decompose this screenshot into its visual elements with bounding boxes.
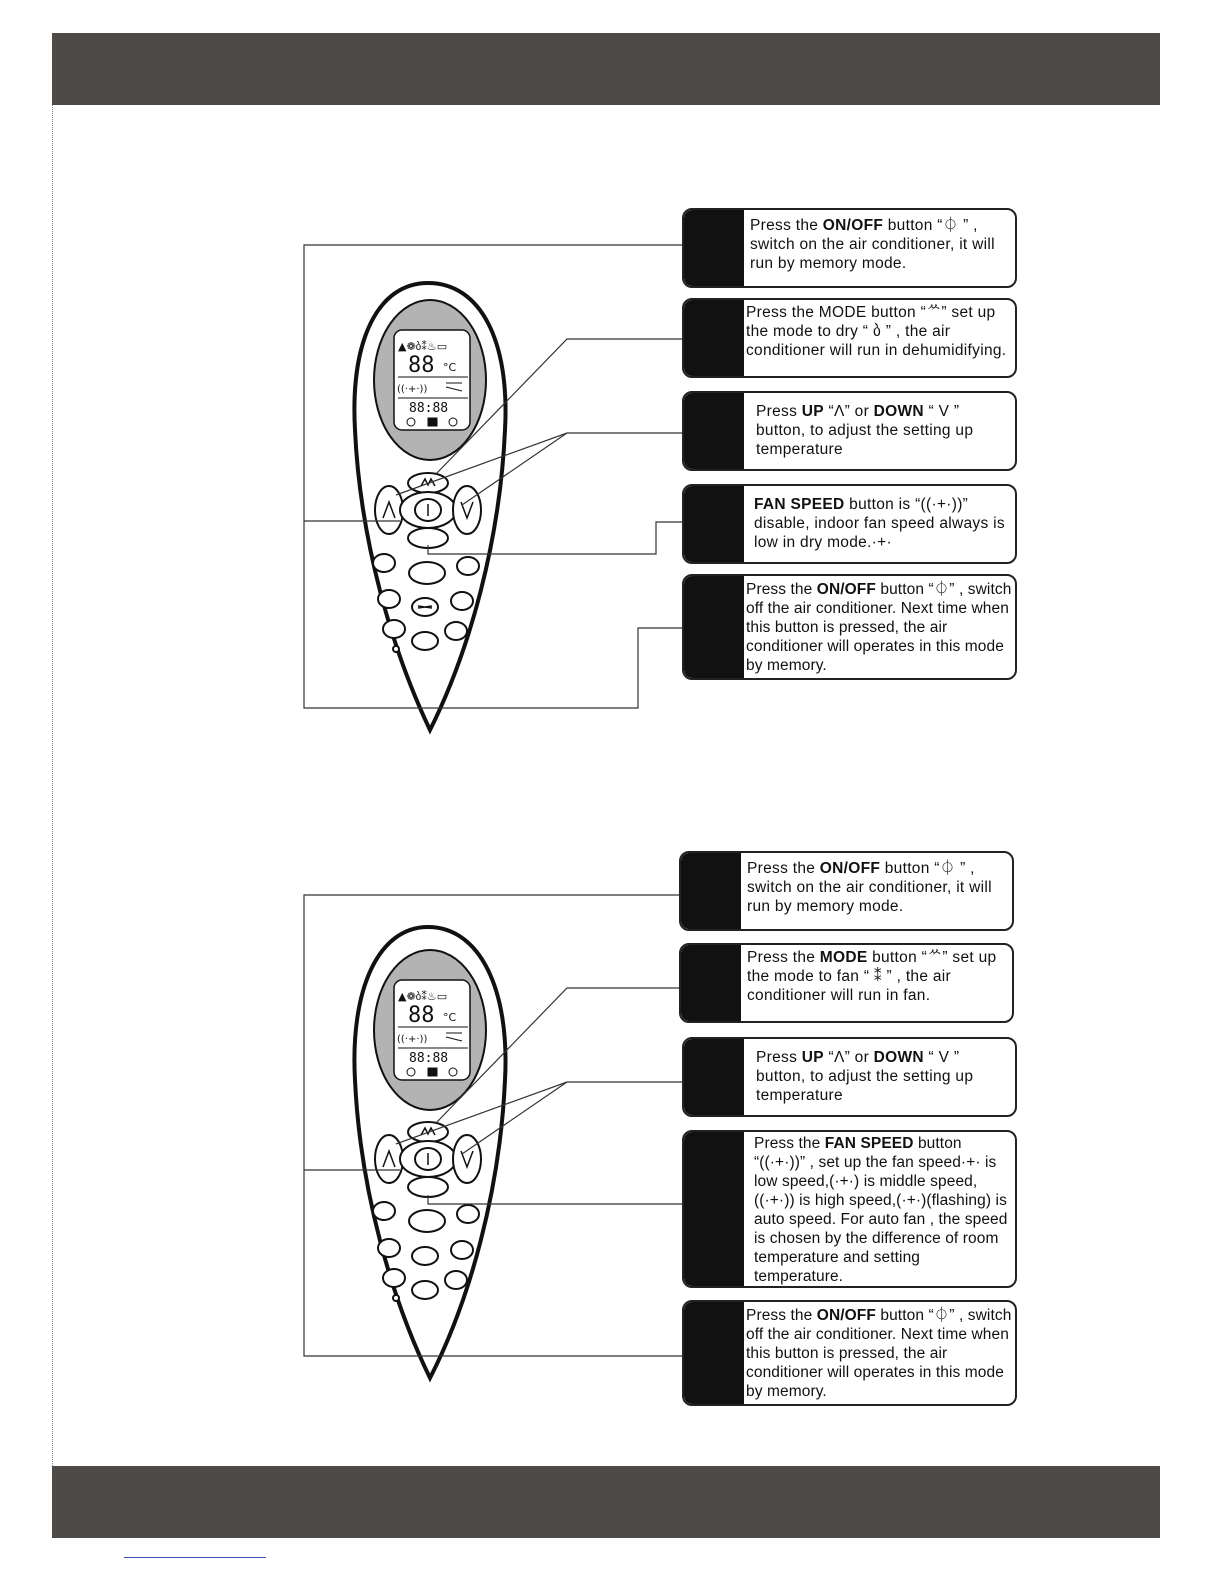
step-text: Press the ON/OFF button “⏀” , switch off the air conditioner. Next time when this button is pressed, the air conditioner will operates in this mode by memory. — [746, 1307, 1012, 1400]
lcd-mode-icons: ▲❁ბ⁑♨▭ — [398, 990, 448, 1003]
timer-on-button[interactable] — [373, 1202, 395, 1220]
sleep-icon — [428, 1068, 437, 1076]
down-button[interactable] — [453, 1135, 481, 1183]
step-tab — [684, 576, 744, 678]
sleep-button[interactable] — [451, 1241, 473, 1259]
step-tab — [681, 853, 741, 929]
down-button[interactable] — [453, 486, 481, 534]
x-button-1[interactable] — [412, 1247, 438, 1265]
lcd-temp-unit: °C — [443, 1011, 457, 1024]
clock-button[interactable] — [378, 1239, 400, 1257]
step-text: Press the ON/OFF button “⏀ ” , switch on the air conditioner, it will run by memory mode. — [747, 860, 992, 915]
x-button-2[interactable] — [383, 620, 405, 638]
lcd-temp-digits: 88 — [408, 353, 435, 378]
step-tab — [684, 486, 744, 562]
step-text: Press the ON/OFF button “⏀” , switch off the air conditioner. Next time when this button is pressed, the air conditioner will operates in this mode by memory. — [746, 581, 1012, 674]
up-button[interactable] — [375, 486, 403, 534]
sleep-icon — [428, 418, 437, 426]
step-text: FAN SPEED button is “((·+·))” disable, indoor fan speed always is low in dry mode.·+· — [754, 496, 1005, 551]
lcd-temp-unit: °C — [443, 361, 457, 374]
timer-off-button[interactable] — [457, 557, 479, 575]
swing-button[interactable] — [409, 562, 445, 584]
fan-speed-button[interactable] — [408, 1177, 448, 1197]
step-text: Press the MODE button “ᄊ” set up the mode to fan “ ⁑ ” , the air conditioner will run in fan. — [747, 949, 997, 1004]
step-tab — [681, 945, 741, 1021]
step-text: Press UP “Λ” or DOWN “ V ” button, to adjust the setting up temperature — [756, 403, 974, 458]
x-button-3[interactable] — [412, 632, 438, 650]
step-box-1-4 — [682, 484, 1017, 564]
step-tab — [684, 1132, 744, 1286]
step-box-1-2 — [682, 298, 1017, 378]
step-box-2-2 — [679, 943, 1014, 1023]
x-button-4[interactable] — [445, 622, 467, 640]
clock-button[interactable] — [378, 590, 400, 608]
x-button-4[interactable] — [445, 1271, 467, 1289]
lcd-clock: 88:88 — [409, 1051, 449, 1066]
footer-band — [52, 1466, 1160, 1538]
sleep-button[interactable] — [451, 592, 473, 610]
swing-button[interactable] — [409, 1210, 445, 1232]
step-tab — [684, 210, 744, 286]
step-text: Press the ON/OFF button “⏀ ” , switch on the air conditioner, it will run by memory mode. — [750, 217, 995, 272]
led-indicator — [393, 1295, 399, 1301]
timer-on-button[interactable] — [373, 554, 395, 572]
step-box-1-3 — [682, 391, 1017, 471]
step-box-2-1 — [679, 851, 1014, 931]
lcd-fan-indicator: ((·+·)) — [397, 1034, 428, 1045]
step-tab — [684, 1302, 744, 1404]
step-text: Press UP “Λ” or DOWN “ V ” button, to adjust the setting up temperature — [756, 1049, 974, 1104]
step-tab — [684, 1039, 744, 1115]
up-button[interactable] — [375, 1135, 403, 1183]
lcd-temp-digits: 88 — [408, 1003, 435, 1028]
step-box-1-1 — [682, 208, 1017, 288]
step-box-1-5 — [682, 574, 1017, 680]
step-tab — [684, 393, 744, 469]
lcd-clock: 88:88 — [409, 401, 449, 416]
x-button-3[interactable] — [412, 1281, 438, 1299]
step-box-2-5 — [682, 1300, 1017, 1406]
step-box-2-4 — [682, 1130, 1017, 1288]
step-box-2-3 — [682, 1037, 1017, 1117]
lcd-fan-indicator: ((·+·)) — [397, 384, 428, 395]
lcd-mode-icons: ▲❁ბ⁑♨▭ — [398, 340, 448, 353]
step-text: Press the FAN SPEED button “((·+·))” , set up the fan speed·+· is low speed,(·+·) is middle speed, ((·+·)) is high speed,(·+·)(flashing) is auto speed. For auto fan , the speed is chosen by the difference of room temperature and setting temperature. — [754, 1135, 1008, 1285]
footer-link-underline — [124, 1557, 266, 1558]
step-text: Press the MODE button “ᄊ” set up the mode to dry “ ბ ” , the air conditioner will run in dehumidifying. — [746, 304, 1007, 359]
led-indicator — [393, 646, 399, 652]
step-tab — [684, 300, 744, 376]
timer-off-button[interactable] — [457, 1205, 479, 1223]
x-button-2[interactable] — [383, 1269, 405, 1287]
